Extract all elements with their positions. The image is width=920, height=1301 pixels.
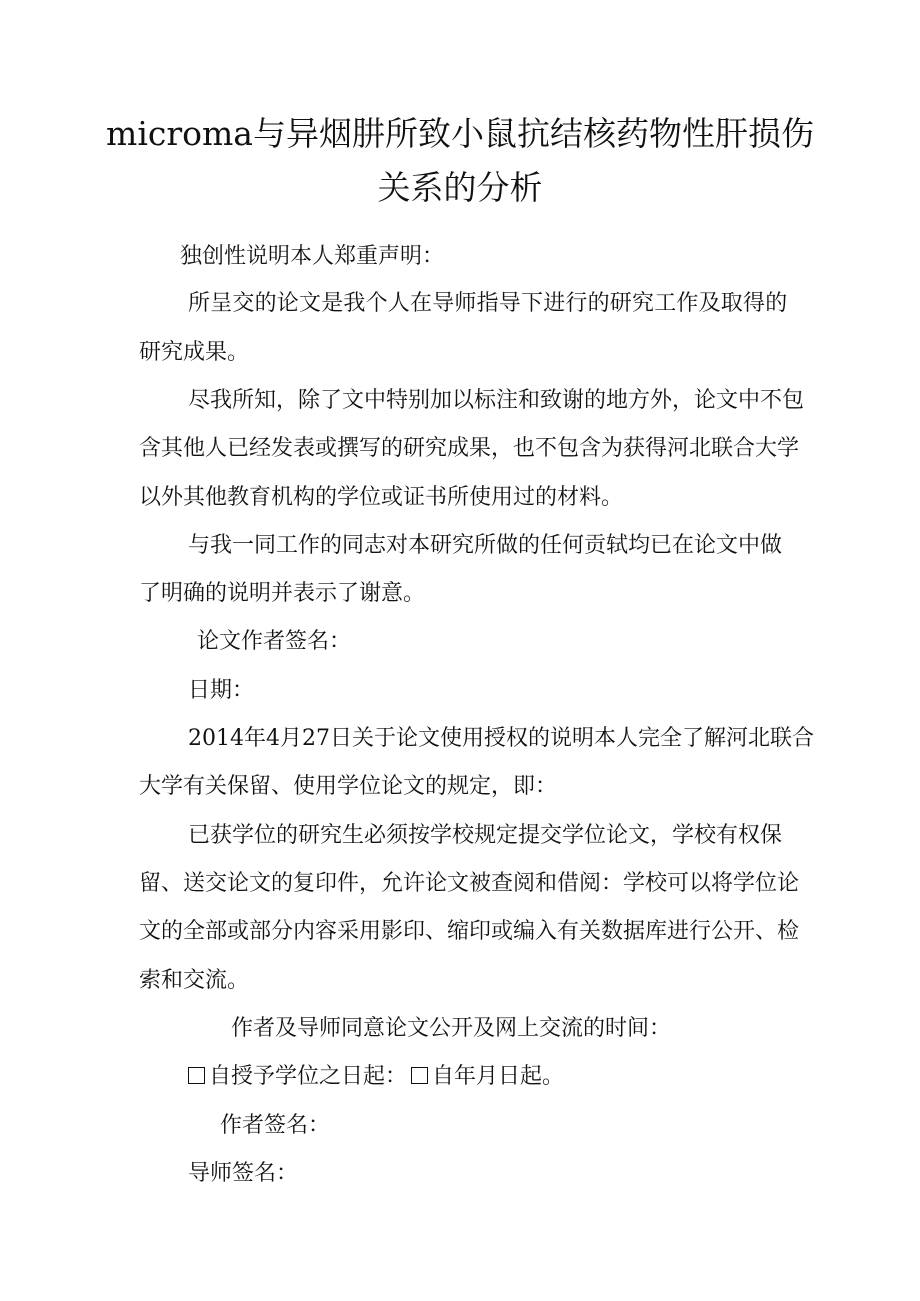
declaration-paragraph-2-line-2: 含其他人已经发表或撰写的研究成果，也不包含为获得河北联合大学 [139,436,800,461]
authorization-paragraph-2-line-1: 已获学位的研究生必须按学校规定提交学位论文，学校有权保 [188,823,783,848]
thesis-author-signature-label: 论文作者签名： [197,629,352,654]
authorization-paragraph-2-line-4: 索和交流。 [139,968,250,993]
declaration-paragraph-3-line-1: 与我一同工作的同志对本研究所做的任何贡轼均已在论文中做 [188,533,783,558]
declaration-date-label: 日期： [188,678,255,703]
authorization-paragraph-2-line-3: 文的全部或部分内容采用影印、缩印或编入有关数据库进行公开、检 [139,919,800,944]
declaration-heading: 独创性说明本人郑重声明： [180,244,445,269]
author-signature-label: 作者签名： [220,1113,331,1138]
declaration-paragraph-2-line-3: 以外其他教育机构的学位或证书所使用过的材料。 [139,485,624,510]
publication-time-options [188,1063,564,1091]
declaration-paragraph-2-line-1: 尽我所知，除了文中特别加以标注和致谢的地方外，论文中不包 [188,388,805,413]
option-custom-date-label: 自年月日起。 [432,1064,565,1089]
authorization-paragraph-1-line-1: 2014年4月27日关于论文使用授权的说明本人完全了解河北联合 [188,726,814,751]
authorization-paragraph-1-line-2: 大学有关保留、使用学位论文的规定，即： [139,774,558,799]
publication-time-label: 作者及导师同意论文公开及网上交流的时间： [231,1016,672,1041]
option-custom-date-checkbox[interactable] [411,1067,428,1084]
document-title-line-2: 关系的分析 [377,168,543,207]
document-title-line-1: microma与异烟肼所致小鼠抗结核药物性肝损伤 [106,114,814,153]
declaration-paragraph-1-line-2: 研究成果。 [139,340,250,365]
advisor-signature-label: 导师签名： [188,1161,299,1186]
declaration-paragraph-3-line-2: 了明确的说明并表示了谢意。 [139,581,426,606]
declaration-paragraph-1-line-1: 所呈交的论文是我个人在导师指导下进行的研究工作及取得的 [188,291,788,316]
authorization-paragraph-2-line-2: 留、送交论文的复印件，允许论文被查阅和借阅：学校可以将学位论 [139,871,800,896]
option-on-degree-date-checkbox[interactable] [188,1067,205,1084]
option-on-degree-date-label: 自授予学位之日起： [209,1064,408,1089]
